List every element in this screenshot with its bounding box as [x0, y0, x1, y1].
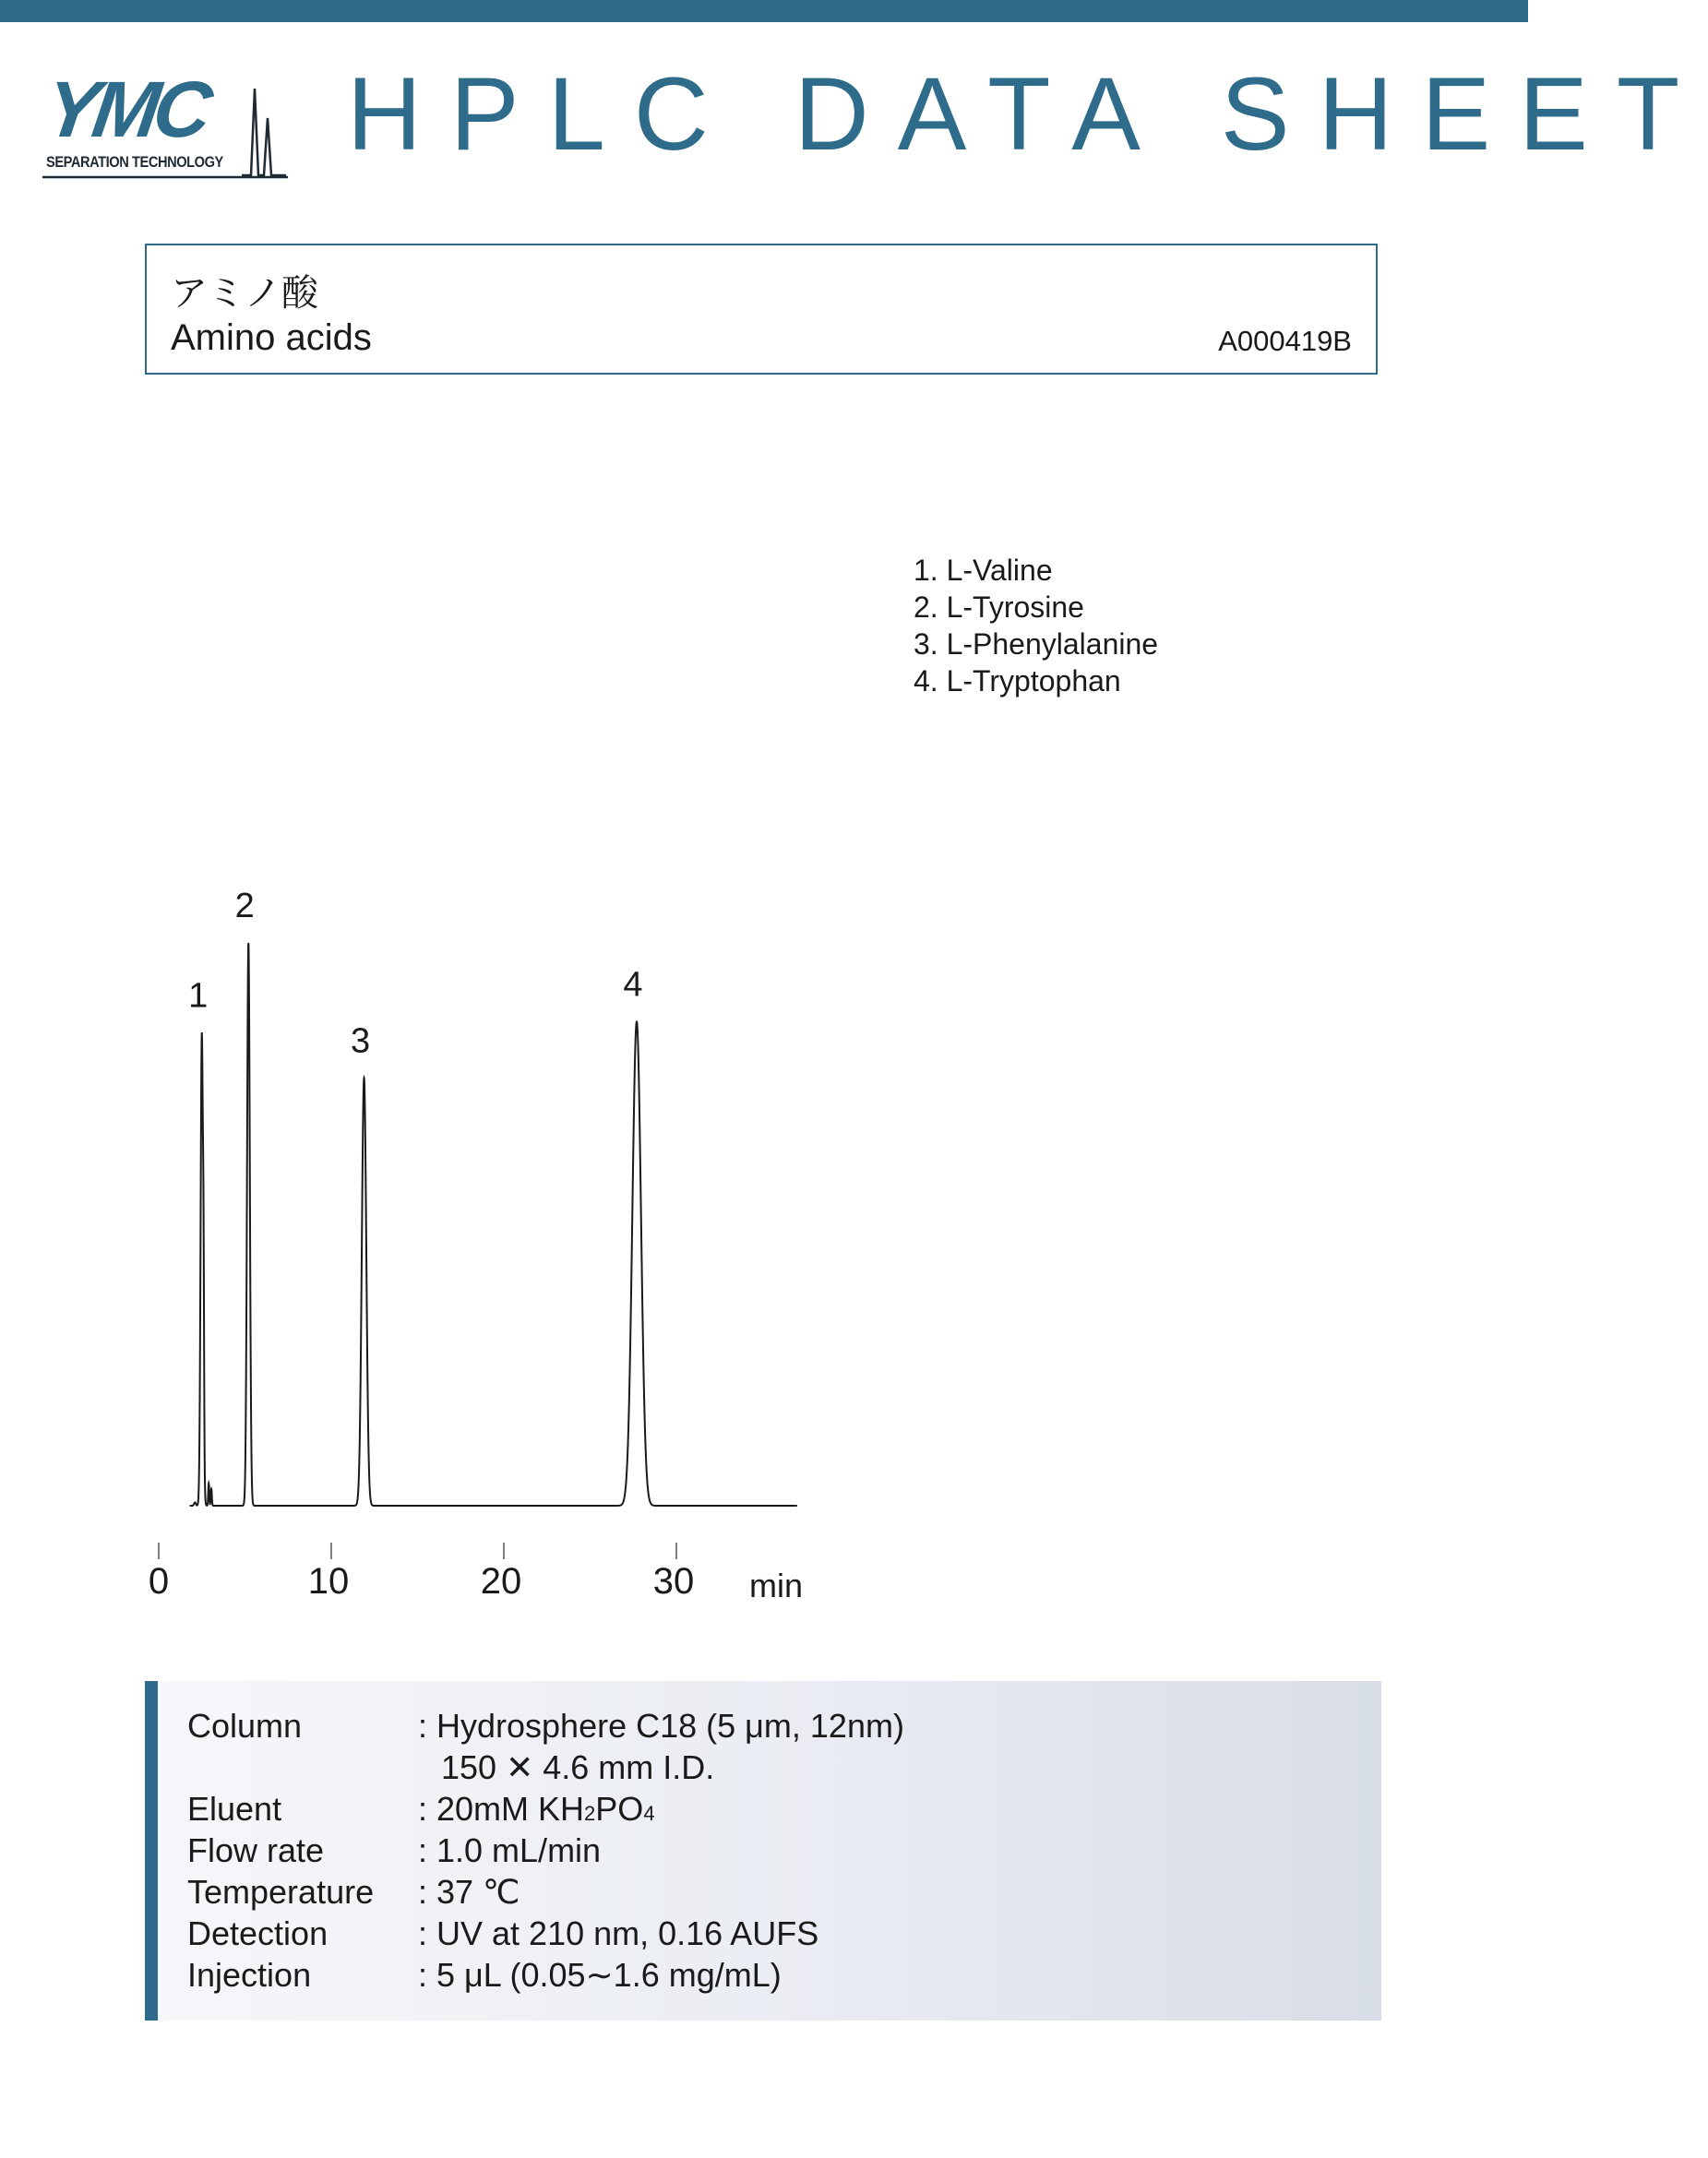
x-tick-label: 30	[652, 1561, 695, 1602]
sample-name-jp: アミノ酸	[171, 272, 318, 315]
condition-value: : Hydrosphere C18 (5 μm, 12nm)	[418, 1707, 904, 1745]
condition-label: Detection	[187, 1914, 328, 1952]
sample-name-en: Amino acids	[171, 317, 372, 358]
condition-label: Flow rate	[187, 1831, 325, 1869]
condition-value: : UV at 210 nm, 0.16 AUFS	[418, 1914, 819, 1952]
condition-value: : 5 μL (0.05∼1.6 mg/mL)	[418, 1956, 782, 1994]
condition-label: Temperature	[187, 1873, 375, 1911]
eluent-text: : 20mM KH	[418, 1790, 585, 1828]
eluent-text: PO	[595, 1790, 644, 1828]
x-tick-label: 10	[307, 1561, 350, 1602]
conditions-panel	[145, 1681, 1381, 2021]
peak-label: 2	[234, 887, 255, 925]
compound-item: 3. L-Phenylalanine	[914, 627, 1159, 661]
condition-value	[418, 1790, 655, 1829]
eluent-subscript: 4	[643, 1802, 655, 1825]
peak-label: 4	[623, 965, 643, 1005]
condition-label: Column	[187, 1707, 303, 1745]
condition-label: Eluent	[187, 1790, 282, 1828]
page-title: HPLC DATA SHEET	[347, 56, 1708, 172]
x-tick-label: 0	[148, 1561, 170, 1602]
x-axis-unit: min	[749, 1567, 804, 1604]
eluent-subscript: 2	[584, 1802, 596, 1825]
compound-item: 1. L-Valine	[914, 554, 1053, 587]
compound-item: 2. L-Tyrosine	[914, 590, 1084, 624]
compound-item: 4. L-Tryptophan	[914, 664, 1121, 697]
condition-label: Injection	[187, 1956, 312, 1994]
peak-label: 3	[350, 1021, 371, 1061]
logo-subtitle: SEPARATION TECHNOLOGY	[46, 153, 223, 171]
condition-value: : 37 ℃	[418, 1873, 520, 1911]
x-tick-label: 20	[480, 1561, 522, 1602]
sample-code: A000419B	[1218, 325, 1352, 357]
peak-label: 1	[188, 976, 209, 1016]
conditions-accent-stripe	[145, 1681, 158, 2021]
logo-text: YMC	[40, 66, 212, 154]
condition-value: : 1.0 mL/min	[418, 1831, 602, 1869]
condition-column-dimensions: 150 ✕ 4.6 mm I.D.	[441, 1748, 715, 1786]
chromatogram-trace	[190, 943, 797, 1506]
